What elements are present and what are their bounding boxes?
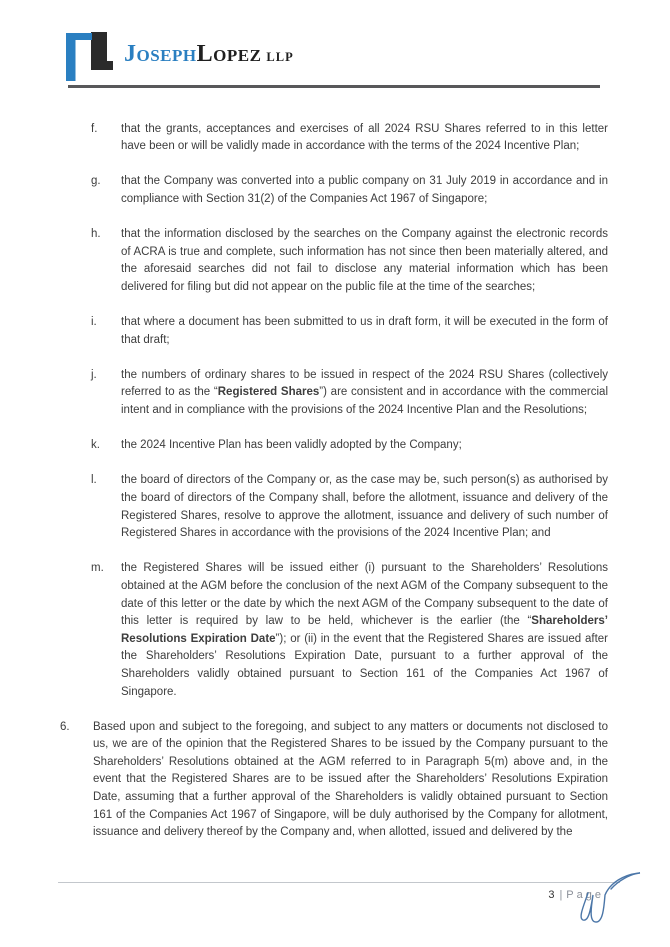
clause-list <box>91 121 608 702</box>
numbered-clause <box>60 719 608 842</box>
page-number: 3 <box>548 889 555 901</box>
wordmark-lopez: Lopez <box>196 41 262 67</box>
firm-logo <box>66 30 608 82</box>
letterhead <box>66 30 608 88</box>
opinion-body <box>60 121 608 842</box>
header-divider <box>68 85 600 88</box>
wordmark-joseph: Joseph <box>124 41 197 67</box>
firm-wordmark <box>124 42 294 66</box>
ink-signature-squiggle <box>566 845 658 925</box>
clause-text: Based upon and subject to the foregoing, and subject to any matters or documents not disclosed to us, we are of the opinion that the Registered Shares to be issued by the Company pursuant to the Shareholders’ Resolutions obtained at the AGM referred to in Paragraph 5(m) above and, in the event that the Registered Shares are to be issued after the Shareholders’ Resolutions Expiration Date, assuming that a further approval of the Shareholders is validly obtained pursuant to Section 161 of the Companies Act 1967 of Singapore, will be duly authorised by the Company for allotment, issuance and delivery thereof by the Company and, when allotted, issued and delivered by the <box>93 720 608 839</box>
clause <box>91 472 608 542</box>
clause-text: the 2024 Incentive Plan has been validly adopted by the Company; <box>121 439 462 452</box>
clause-text: the board of directors of the Company or, as the case may be, such person(s) as authorised by the board of directors of the Company shall, before the allotment, issuance and delivery of the Registered Shares, resolve to approve the allotment, issuance and delivery of such number of Registered Shares in accordance with the provisions of the 2024 Incentive Plan; and <box>121 474 608 540</box>
jl-monogram-icon <box>66 31 113 81</box>
clause-label: l. <box>91 474 97 487</box>
clause-label: g. <box>91 175 101 188</box>
clause-text: that the information disclosed by the searches on the Company against the electronic records of ACRA is true and complete, such information has not since then been materially altered, and the aforesaid searches did not fail to disclose any material information which has been delivered for filing but did not appear on the public file at the time of the searches; <box>121 228 608 293</box>
clause-text: that the Company was converted into a public company on 31 July 2019 in accordance and in compliance with Section 31(2) of the Companies Act 1967 of Singapore; <box>121 175 608 205</box>
clause-text: that where a document has been submitted to us in draft form, it will be executed in the form of that draft; <box>121 316 608 346</box>
footer-divider <box>58 882 620 883</box>
clause <box>91 173 608 208</box>
clause <box>91 121 608 156</box>
clause <box>91 314 608 349</box>
clause-label: k. <box>91 439 100 452</box>
page-label: Page <box>566 889 604 901</box>
page-number-separator: | <box>559 889 563 901</box>
page-number-footer <box>548 888 604 902</box>
clause <box>91 367 608 420</box>
clause <box>91 437 608 455</box>
clause <box>91 226 608 296</box>
clause-text: the Registered Shares will be issued either (i) pursuant to the Shareholders’ Resolutions obtained at the AGM before the conclusion of the next AGM of the Company subsequent to the date of this letter or the date by which the next AGM of the Company subsequent to the date of this letter is required by law to be held, whichever is the earlier (the “Shareholders’ Resolutions Expiration Date”); or (ii) in the event that the Registered Shares are issued after the Shareholders’ Resolutions Expiration Date, pursuant to a further approval of the Shareholders validly obtained pursuant to Section 161 of the Companies Act 1967 of Singapore. <box>121 562 608 698</box>
clause-label: j. <box>91 368 97 381</box>
clause-label: i. <box>91 316 97 329</box>
clause-text: that the grants, acceptances and exercises of all 2024 RSU Shares referred to in this letter have been or will be validly made in accordance with the terms of the 2024 Incentive Plan; <box>121 122 608 153</box>
clause-label: m. <box>91 562 104 575</box>
clause-label: 6. <box>60 720 70 733</box>
wordmark-llp: LLP <box>266 50 294 64</box>
clause-label: h. <box>91 228 101 241</box>
clause-label: f. <box>91 122 98 135</box>
clause <box>91 560 608 701</box>
clause-text: the numbers of ordinary shares to be issued in respect of the 2024 RSU Shares (collectively referred to as the “Registered Shares”) are consistent and in accordance with the commercial intent and in compliance with the provisions of the 2024 Incentive Plan and the Resolutions; <box>121 368 608 416</box>
